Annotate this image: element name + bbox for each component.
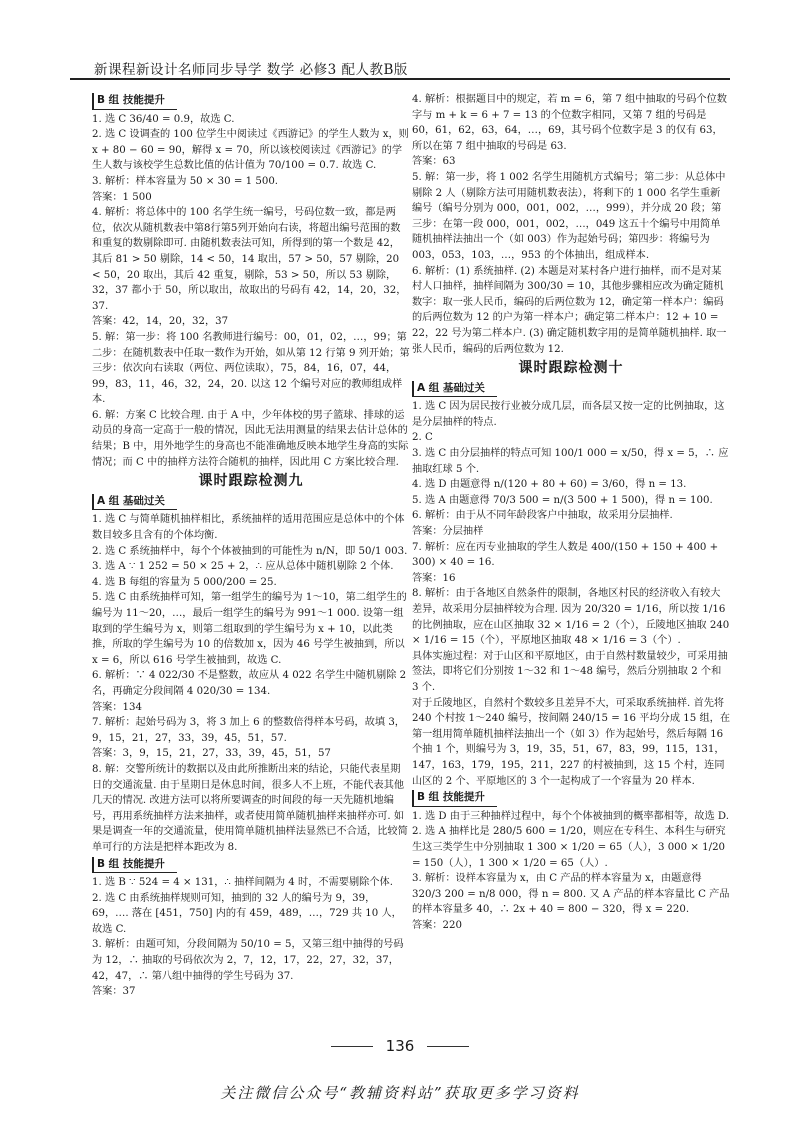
answer-item: 答案：分层抽样 [412, 526, 484, 538]
answer-item: 2. 选 C 系统抽样中，每个个体被抽到的可能性为 n/N，即 50/1 003. [92, 545, 408, 557]
book-title: 新课程新设计名师同步导学 数学 必修3 配人教B版 [94, 62, 408, 78]
answer-item: 1. 选 C 与简单随机抽样相比，系统抽样的适用范围应是总体中的个体数目较多且含有的个体均衡. [92, 514, 405, 542]
answer-item: 2. 选 C 设调查的 100 位学生中阅读过《西游记》的学生人数为 x，则 x + 80 − 60 = 90，解得 x = 70，所以该校阅读过《西游记》的学生人数与该校学生总数比值的估计值为 70/100 = 0.7. 故选 C. [92, 129, 409, 172]
section-label: B 组 技能提升 [412, 790, 497, 807]
answer-item: 8. 解：交警所统计的数据以及由此所推断出来的结论，只能代表星期日的交通流量. 由于星期日是休息时间，很多人不上班，不能代表其他几天的情况. 改进方法可以将所要调查的时间段的每一天先随机地编号，再用系统抽样方法来抽样，或者使用简单随机抽样来抽样亦可. 如果是调查一年的交通流量，使用简单随机抽样法显然已不合适，比较简单可行的方法是把样本距改为 8. [92, 763, 408, 853]
answer-item: 答案：42，14，20，32，37 [92, 316, 229, 328]
answer-item: 4. 选 B 每组的容量为 5 000/200 = 25. [92, 576, 277, 588]
answer-item: 7. 解析：起始号码为 3，将 3 加上 6 的整数倍得样本号码，故填 3，9，15，21，27，33，39，45，51，57. [92, 717, 405, 744]
answer-item: 2. C [412, 432, 433, 444]
answer-item: 3. 选 A ∵ 1 252 = 50 × 25 + 2，∴ 应从总体中随机剔除 2 个体. [92, 561, 394, 573]
answer-item: 6. 解析：(1) 系统抽样. (2) 本题是对某村各户进行抽样，而不是对某村人口抽样，抽样间隔为 300/30 = 10，其他步骤相应改为确定随机数字：取一张人民币，编码的后两位数为 12，确定第一样本户：编码的后两位数为 12 的户为第一样本户；确定第二样本户：12 + 10 = 22，22 号为第二样本户. (3) 确定随机数字用的是简单随机抽样. 取一张人民币，编码的后两位数为 12. [412, 265, 727, 355]
answer-item: 答案：16 [412, 572, 456, 584]
answer-item: 6. 解：方案 C 比较合理. 由于 A 中，少年体校的男子篮球、排球的运动员的身高一定高于一般的情况，因此无法用测量的结果去估计总体的结果；B 中，用外地学生的身高也不能准确地反映本地学生身高的实际情况；而 C 中的抽样方法符合随机的抽样，因此用 C 方案比较合理. [92, 409, 409, 468]
running-header [70, 50, 730, 80]
footer-note: 关注微信公众号“教辅资料站”获取更多学习资料 [220, 1084, 580, 1102]
answer-item: 对于丘陵地区，自然村个数较多且差异不大，可采取系统抽样. 首先将 240 个村按 1～240 编号，按间隔 240/15 = 16 平均分成 15 组，在第一组用简单随机抽样法抽出一个（如 3）作为起始号，然后每隔 16 个抽 1 个，则编号为 3，19，35，51，67，83，99，115，131，147，163，179，195，211，227 的村被抽到，这 15 个村，连同山区的 2 个、平原地区的 3 个一起构成了一个容量为 20 样本. [412, 697, 731, 787]
answer-item: 3. 解析：样本容量为 50 × 30 = 1 500. [92, 175, 279, 187]
page-number: 136 [0, 1037, 800, 1055]
section-label: B 组 技能提升 [92, 93, 177, 110]
answer-item: 3. 解析：由题可知，分段间隔为 50/10 = 5，又第三组中抽得的号码为 12，∴ 抽取的号码依次为 2，7，12，17，22，27，32，37，42，47，∴ 第八组中抽得的学生号码为 37. [92, 939, 404, 982]
section-label: A 组 基础过关 [92, 494, 177, 511]
answer-item: 5. 选 A 由题意得 70/3 500 = n/(3 500 + 1 500)，得 n = 100. [412, 494, 713, 506]
answer-item: 5. 解：第一步：将 100 名教师进行编号：00，01，02，…，99；第二步：在随机数表中任取一数作为开始，如从第 12 行第 9 列开始；第三步：依次向右读取（两位、两位读取），75，84，16，07，44，99，83，11，46，32，24，20. 以这 12 个编号对应的教师组成样本. [92, 331, 410, 406]
answer-item: 7. 解析：应在丙专业抽取的学生人数是 400/(150 + 150 + 400 + 300) × 40 = 16. [412, 541, 719, 569]
answer-item: 4. 解析：根据题目中的规定，若 m = 6，第 7 组中抽取的号码个位数字与 m + k = 6 + 7 = 13 的个位数字相同，又第 7 组的号码是 60，61，62，63，64，…，69，其号码个位数字是 3 的仅有 63，所以在第 7 组中抽取的号码是 63. [412, 94, 727, 152]
answer-item: 4. 选 D 由题意得 n/(120 + 80 + 60) = 3/60，得 n = 13. [412, 479, 687, 491]
dash-left [331, 1046, 373, 1047]
answer-item: 3. 选 C 由分层抽样的特点可知 100/1 000 = x/50，得 x = 5，∴ 应抽取红球 5 个. [412, 448, 729, 475]
answer-item: 5. 解：第一步，将 1 002 名学生用随机方式编号；第二步：从总体中剔除 2 人（剔除方法可用随机数表法），将剩下的 1 000 名学生重新编号（编号分别为 000，001，002，…，999），并分成 20 段；第三步：在第一段 000，001，002，…，049 这五十个编号中用简单随机抽样法抽出一个（如 003）作为起始号码；第四步：将编号为 003，053，103，…，953 的个体抽出，组成样本. [412, 171, 726, 261]
answer-item: 1. 选 C 因为居民按行业被分成几层，而各层又按一定的比例抽取，这是分层抽样的特点. [412, 401, 725, 428]
answer-item: 2. 选 C 由系统抽样规则可知，抽到的 32 人的编号为 9，39，69，…. 落在 [451，750] 内的有 459，489，…，729 共 10 人，故选 C. [92, 892, 402, 935]
answer-item: 具体实施过程：对于山区和平原地区，由于自然村数量较少，可采用抽签法，即将它们分别按 1～32 和 1～48 编号，然后分别抽取 2 个和 3 个. [412, 650, 728, 693]
right-column [412, 92, 730, 933]
answer-item: 5. 选 C 由系统抽样可知，第一组学生的编号为 1～10，第二组学生的编号为 11～20，…，最后一组学生的编号为 991～1 000. 设第一组取到的学生编号为 x，则第二组取到的学生编号为 x + 10，以此类推，所取的学生编号为 10 的倍数加 x，因为 46 号学生被抽到，所以 x = 6，所以 616 号学生被抽到，故选 C. [92, 592, 407, 666]
answer-item: 8. 解析：由于各地区自然条件的限制，各地区村民的经济收入有较大差异，故采用分层抽样较为合理. 因为 20/320 = 1/16，所以按 1/16 的比例抽取，应在山区抽取 32 × 1/16 = 2（个），丘陵地区抽取 240 × 1/16 = 15（个），平原地区抽取 48 × 1/16 = 3（个）. [412, 588, 730, 647]
answer-item: 答案：220 [412, 919, 463, 931]
section-title: 课时跟踪检测十 [518, 360, 624, 377]
answer-item: 答案：37 [92, 986, 136, 998]
answer-item: 6. 解析：∵ 4 022/30 不是整数，故应从 4 022 名学生中随机剔除 2 名，再确定分段间隔 4 020/30 = 134. [92, 670, 407, 697]
section-title: 课时跟踪检测九 [198, 473, 304, 490]
answer-item: 答案：1 500 [92, 191, 152, 203]
section-label: B 组 技能提升 [92, 857, 177, 874]
answer-item: 1. 选 C 36/40 = 0.9，故选 C. [92, 113, 235, 125]
answer-item: 2. 选 A 抽样比是 280/5 600 = 1/20，则应在专科生、本科生与研究生这三类学生中分别抽取 1 300 × 1/20 = 65（人），3 000 × 1/20 = 150（人），1 300 × 1/20 = 65（人）. [412, 826, 726, 869]
section-label: A 组 基础过关 [412, 381, 497, 398]
answer-item: 答案：3，9，15，21，27，33，39，45，51，57 [92, 748, 331, 760]
answer-item: 4. 解析：将总体中的 100 名学生统一编号，号码位数一致，都是两位，依次从随机数表中第8行第5列开始向右读，将超出编号范围的数和重复的数剔除即可. 由随机数表法可知，所得到的第一个数是 42，其后 81 > 50 剔除，14 < 50，14 取出，57 > 50，57 剔除，20 < 50，20 取出，其后 42 重复，剔除，53 > 50，所以 53 剔除，32，37 都小于 50，所以取出，故取出的号码有 42，14，20，32，37. [92, 207, 407, 312]
answer-item: 3. 解析：设样本容量为 x，由 C 产品的样本容量为 x，由题意得 320/3 200 = n/8 000，得 n = 800. 又 A 产品的样本容量比 C 产品的样本容量多 40，∴ 2x + 40 = 800 − 320，得 x = 220. [412, 873, 730, 916]
answer-item: 答案：134 [92, 701, 143, 713]
left-column [92, 92, 410, 1000]
answer-item: 1. 选 B ∵ 524 = 4 × 131，∴ 抽样间隔为 4 时，不需要剔除个体. [92, 877, 393, 889]
answer-item: 6. 解析：由于从不同年龄段客户中抽取，故采用分层抽样. [412, 510, 673, 522]
answer-item: 答案：63 [412, 156, 456, 168]
answer-item: 1. 选 D 由于三种抽样过程中，每个个体被抽到的概率都相等，故选 D. [412, 810, 729, 822]
dash-right [427, 1046, 469, 1047]
